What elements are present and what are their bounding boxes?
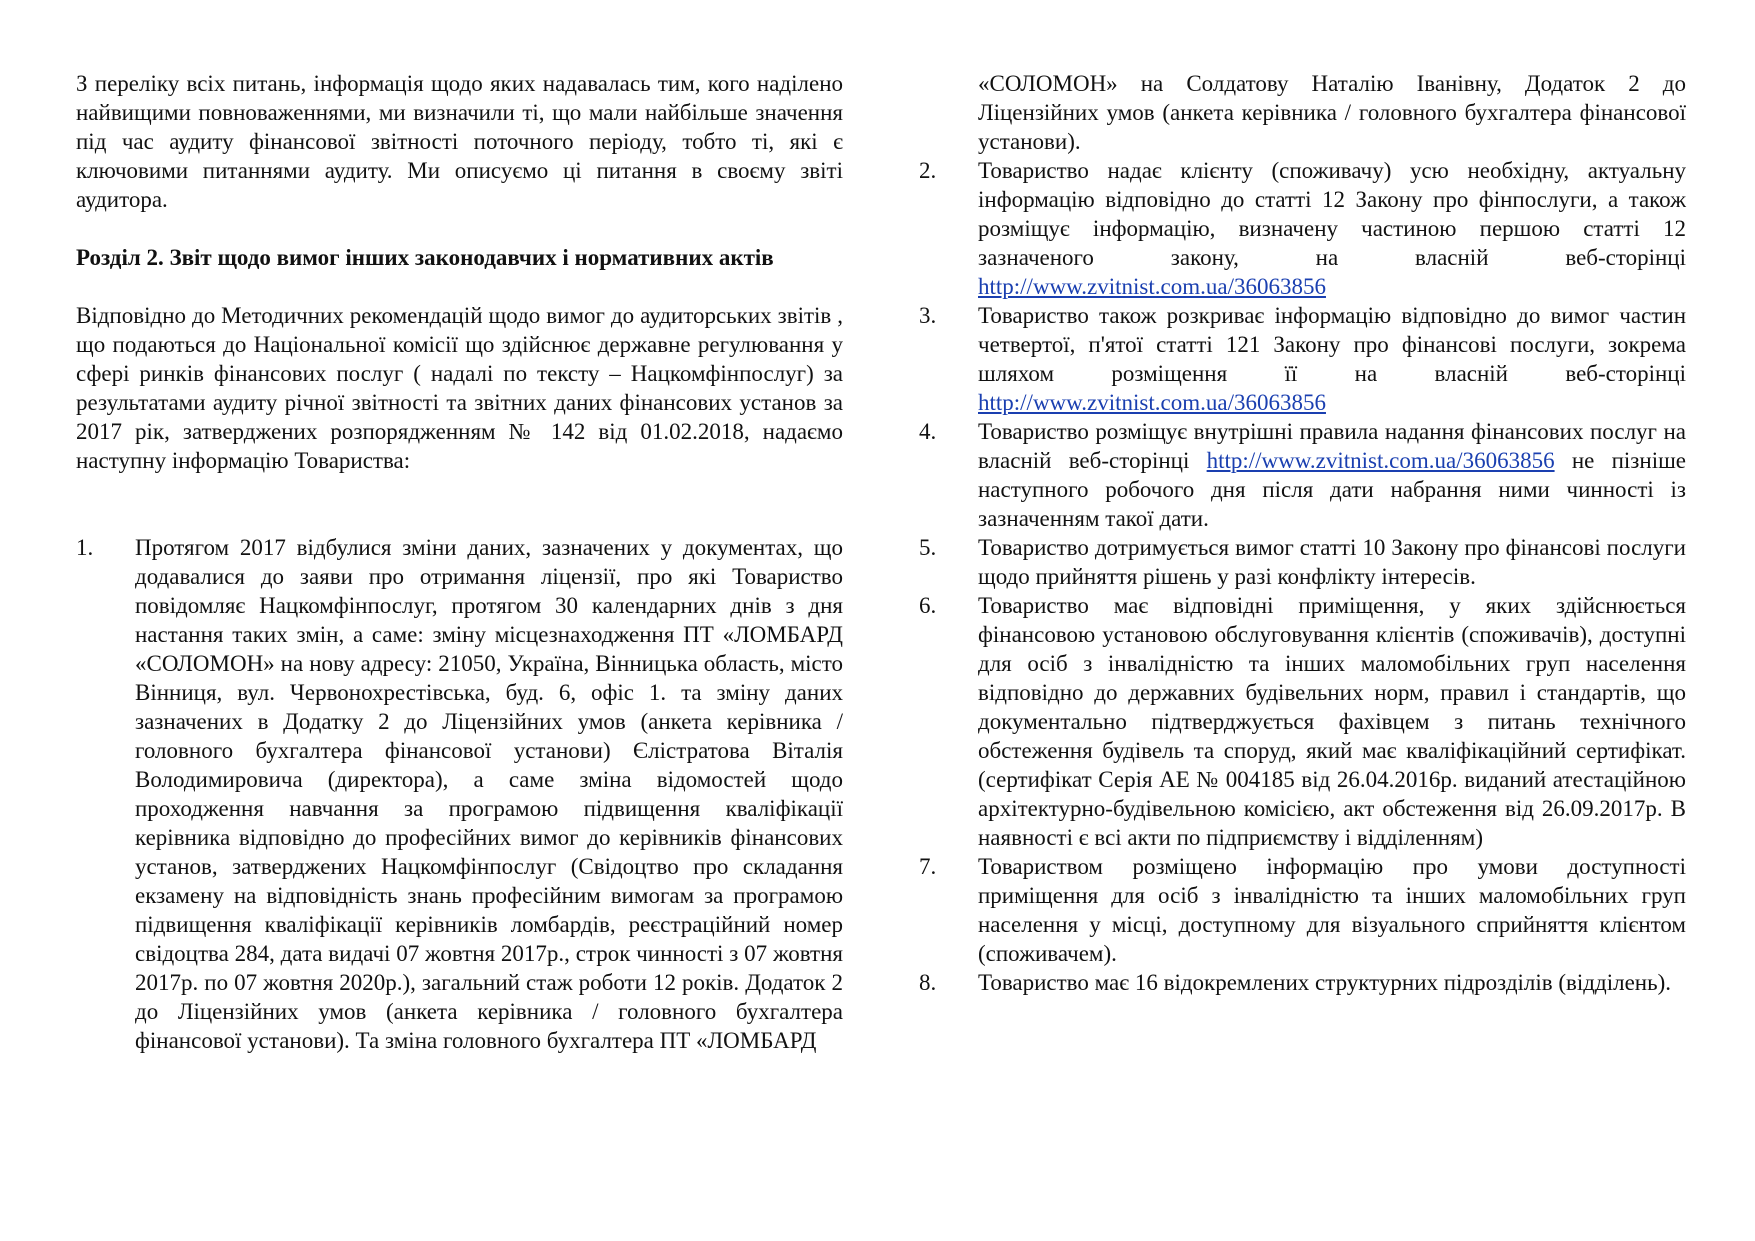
list-item-text: Товариство має 16 відокремлених структурних підрозділів (відділень). [978, 970, 1671, 995]
intro-paragraph: З переліку всіх питань, інформація щодо яких надавалась тим, кого наділено найвищими повноваженнями, ми визначили ті, що мали найбільше значення під час аудиту фінансової звітності поточного періоду, тобто ті, які є ключовими питаннями аудиту. Ми описуємо ці питання в своєму звіті аудитора. [76, 71, 843, 212]
list-item-6 [919, 591, 1686, 852]
list-item-number: 5. [919, 535, 937, 560]
list-item-number: 4. [919, 419, 937, 444]
list-item-number: 8. [919, 970, 937, 995]
list-item-number: 2. [919, 158, 937, 183]
list-item-text [978, 156, 1686, 301]
left-column [76, 69, 843, 1055]
list-item-text-part: Товариство надає клієнту (споживачу) усю необхідну, актуальну інформацію відповідно до статті 12 Закону про фінпослуги, а також розміщує інформацію, визначену частиною першою статті 12 зазначеного закону, на власній веб-сторінці [978, 158, 1686, 270]
list-item-5 [919, 533, 1686, 591]
list-item-text: Товариство має відповідні приміщення, у яких здійснюється фінансовою установою обслуговування клієнтів (споживачів), доступні для осіб з інвалідністю та інших маломобільних груп населення відповідно до державних будівельних норм, правил і стандартів, що документально підтверджується фахівцем з питань технічного обстеження будівель та споруд, який має кваліфікаційний сертифікат.(сертифікат Серія АЕ № 004185 від 26.04.2016р. виданий атестаційною архітектурно-будівельною комісією, акт обстеження від 26.09.2017р. В наявності є всі акти по підприємству і відділенням) [978, 593, 1686, 850]
list-item-1-continued: «СОЛОМОН» на Солдатову Наталію Іванівну, Додаток 2 до Ліцензійних умов (анкета керівника / головного бухгалтера фінансової установи). [978, 71, 1686, 154]
methodology-paragraph: Відповідно до Методичних рекомендацій щодо вимог до аудиторських звітів , що подаються до Національної комісії що здійснює державне регулювання у сфері ринків фінансових послуг ( надалі по тексту – Нацкомфінпослуг) за результатами аудиту річної звітності та звітних даних фінансових установ за 2017 рік, затверджених розпорядженням № 142 від 01.02.2018, надаємо наступну інформацію Товариства: [76, 303, 843, 473]
list-item-text: Товариство дотримується вимог статті 10 Закону про фінансові послуги щодо прийняття рішень у разі конфлікту інтересів. [978, 535, 1686, 589]
list-item-text-part: Товариство також розкриває інформацію відповідно до вимог частин четвертої, п'ятої статті 121 Закону про фінансові послуги, зокрема шляхом розміщення її на власній веб-сторінці [978, 303, 1686, 386]
list-item-4 [919, 417, 1686, 533]
list-item-text: Товариством розміщено інформацію про умови доступності приміщення для осіб з інвалідністю та інших маломобільних груп населення у місці, доступному для візуального сприйняття клієнтом (споживачем). [978, 854, 1686, 966]
list-item-8 [919, 968, 1686, 997]
list-item-number: 7. [919, 854, 937, 879]
list-item-number: 6. [919, 593, 937, 618]
website-link[interactable]: http://www.zvitnist.com.ua/36063856 [978, 390, 1326, 415]
list-item-text [978, 417, 1686, 533]
right-column [919, 69, 1686, 997]
list-item-1 [76, 533, 843, 1055]
section-heading: Розділ 2. Звіт щодо вимог інших законодавчих і нормативних актів [76, 245, 774, 270]
list-item-text-part: Товариство розміщує внутрішні правила надання фінансових послуг на власній веб-сторінці [978, 419, 1686, 473]
website-link[interactable]: http://www.zvitnist.com.ua/36063856 [1206, 448, 1555, 473]
list-item-text-part: не пізніше наступного робочого дня після дати набрання ними чинності із зазначенням такої дати. [978, 448, 1686, 531]
list-item-3 [919, 301, 1686, 417]
list-item-text: Протягом 2017 відбулися зміни даних, зазначених у документах, що додавалися до заяви про отримання ліцензії, про які Товариство повідомляє Нацкомфінпослуг, протягом 30 календарних днів з дня настання таких змін, а саме: зміну місцезнаходження ПТ «ЛОМБАРД «СОЛОМОН» на нову адресу: 21050, Україна, Вінницька область, місто Вінниця, вул. Червонохрестівська, буд. 6, офіс 1. та зміну даних зазначених в Додатку 2 до Ліцензійних умов (анкета керівника / головного бухгалтера фінансової установи) Єлістратова Віталія Володимировича (директора), а саме зміна відомостей щодо проходження навчання за програмою підвищення кваліфікації керівника відповідно до професійних вимог до керівників фінансових установ, затверджених Нацкомфінпослуг (Свідоцтво про складання екзамену на відповідність знань професійним вимогам за програмою підвищення кваліфікації керівників ломбардів, реєстраційний номер свідоцтва 284, дата видачі 07 жовтня 2017р., строк чинності з 07 жовтня 2017р. по 07 жовтня 2020р.), загальний стаж роботи 12 років. Додаток 2 до Ліцензійних умов (анкета керівника / головного бухгалтера фінансової установи). Та зміна головного бухгалтера ПТ «ЛОМБАРД [135, 535, 843, 1053]
list-item-text [978, 301, 1686, 417]
website-link[interactable]: http://www.zvitnist.com.ua/36063856 [978, 274, 1326, 299]
list-item-number: 3. [919, 303, 937, 328]
list-item-number: 1. [76, 535, 94, 560]
list-item-2 [919, 156, 1686, 301]
list-item-7 [919, 852, 1686, 968]
